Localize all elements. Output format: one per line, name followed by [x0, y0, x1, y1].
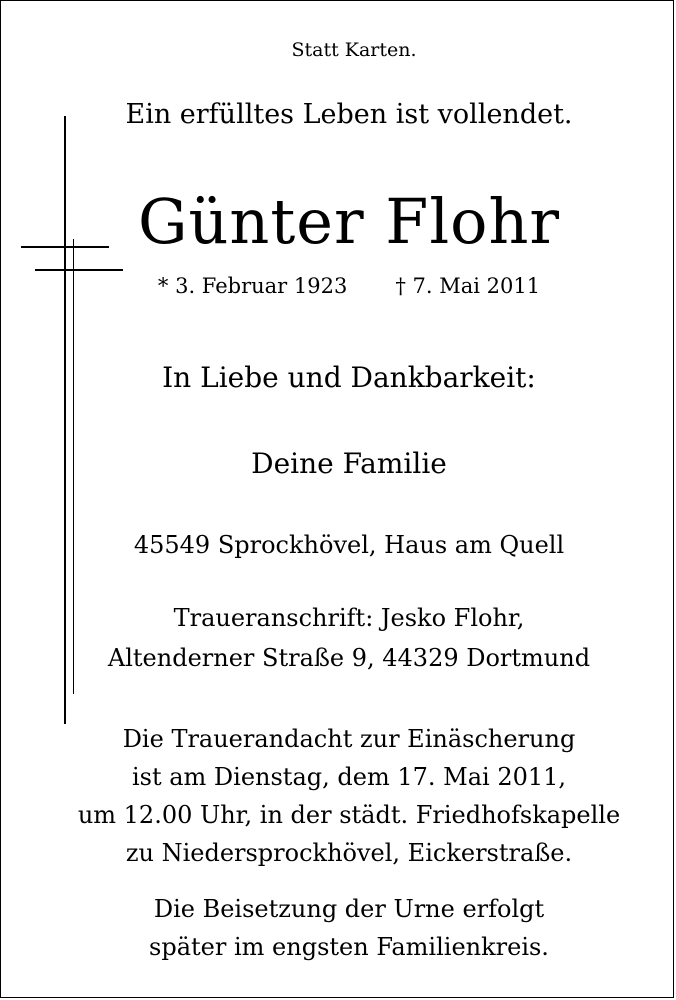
service-line-3: um 12.00 Uhr, in der städt. Friedhofskapelle	[77, 801, 621, 829]
birth-date: * 3. Februar 1923	[157, 274, 348, 298]
statt-karten: Statt Karten.	[291, 39, 417, 61]
burial-line-1: Die Beisetzung der Urne erfolgt	[153, 895, 545, 923]
address-line-2: Altenderner Straße 9, 44329 Dortmund	[107, 644, 591, 672]
deceased-name: Günter Flohr	[137, 185, 561, 258]
life-dates	[31, 274, 667, 298]
location-line: 45549 Sprockhövel, Haus am Quell	[133, 531, 565, 559]
service-line-4: zu Niedersprockhövel, Eickerstraße.	[125, 839, 573, 867]
cross-bar-bottom	[35, 269, 123, 271]
intro-line: Ein erfülltes Leben ist vollendet.	[125, 99, 573, 130]
death-date: † 7. Mai 2011	[395, 274, 541, 298]
service-line-2: ist am Dienstag, dem 17. Mai 2011,	[131, 763, 567, 791]
service-line-1: Die Trauerandacht zur Einäscherung	[122, 725, 576, 753]
address-line-1: Traueranschrift: Jesko Flohr,	[173, 604, 525, 632]
family-signature: Deine Familie	[251, 447, 447, 480]
burial-line-2: später im engsten Familienkreis.	[149, 933, 549, 961]
dedication: In Liebe und Dankbarkeit:	[162, 361, 536, 394]
